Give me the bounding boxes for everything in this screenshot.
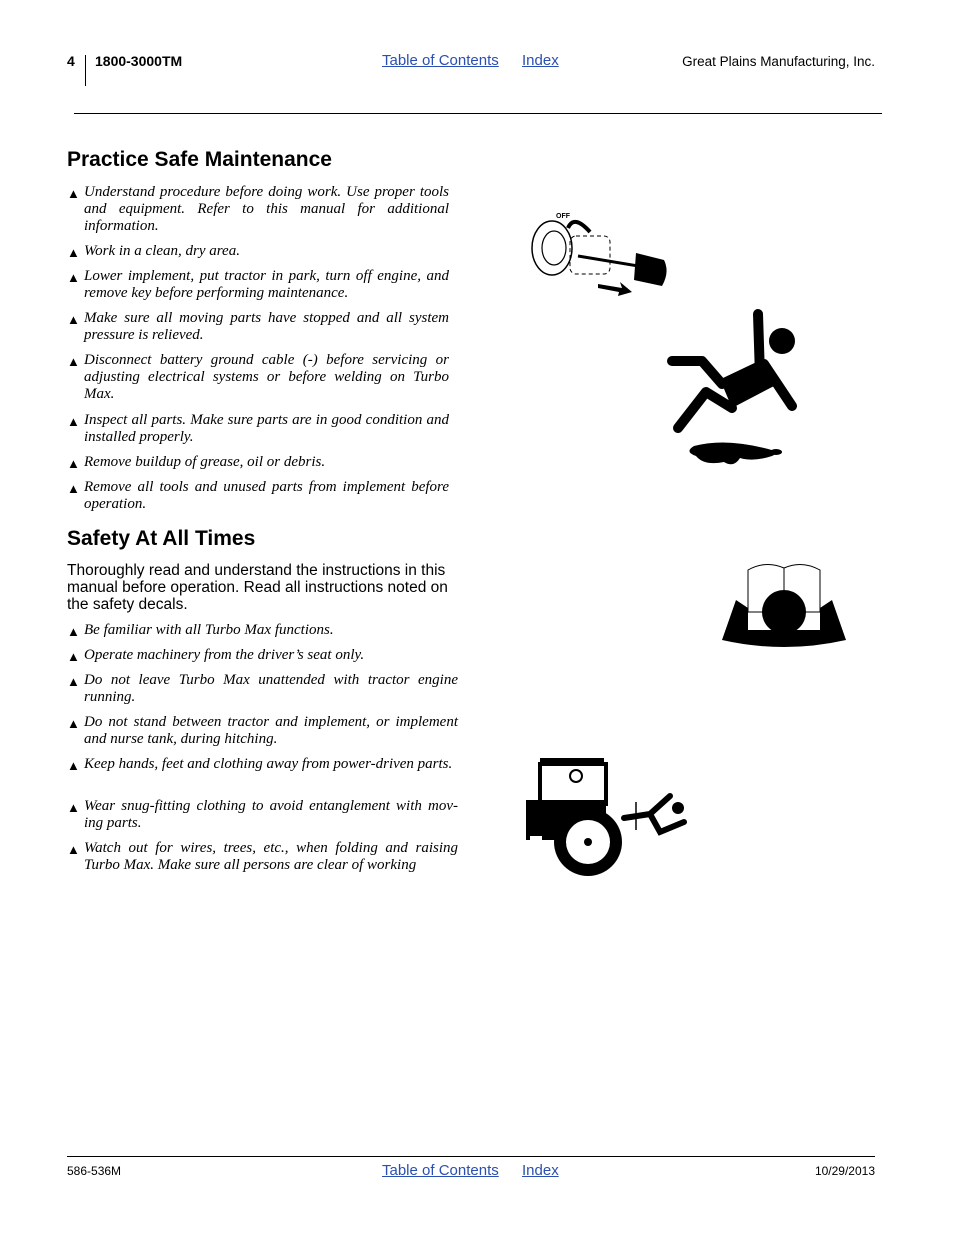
publish-date: 10/29/2013 xyxy=(814,1164,875,1178)
remove-key-illustration xyxy=(526,208,676,298)
list-item: ▲ Understand procedure before doing work. Use proper tools and equipment. Refer to this manual for additional information. xyxy=(67,184,449,234)
list-item: ▲ Do not stand between tractor and implement, or implement and nurse tank, during hitching. xyxy=(67,714,458,747)
intro-paragraph: Thoroughly read and understand the instructions in this manual before operation. Read all instructions noted on the safety decals. xyxy=(67,562,448,613)
part-number: 586-536M xyxy=(67,1164,122,1178)
footer-index-link[interactable]: Index xyxy=(522,1162,559,1179)
warning-triangle-icon: ▲ xyxy=(67,716,80,731)
tractor-hazard-illustration xyxy=(524,756,690,880)
warning-triangle-icon: ▲ xyxy=(67,414,80,429)
warning-triangle-icon: ▲ xyxy=(67,481,80,496)
warning-triangle-icon: ▲ xyxy=(67,312,80,327)
toc-link[interactable]: Table of Contents xyxy=(382,52,499,69)
warning-triangle-icon: ▲ xyxy=(67,270,80,285)
list-item: ▲ Inspect all parts. Make sure parts are in good condition and installed properly. xyxy=(67,412,449,445)
list-item: ▲ Watch out for wires, trees, etc., when folding and raising Turbo Max. Make sure all persons are clear of working xyxy=(67,840,458,873)
warning-triangle-icon: ▲ xyxy=(67,186,80,201)
warning-triangle-icon: ▲ xyxy=(67,624,80,639)
warning-triangle-icon: ▲ xyxy=(67,354,80,369)
slip-hazard-illustration xyxy=(664,306,804,471)
list-item: ▲ Lower implement, put tractor in park, turn off engine, and remove key before performing maintenance. xyxy=(67,268,449,301)
read-manual-illustration xyxy=(718,560,850,652)
page-number: 4 xyxy=(67,53,75,69)
list-item: ▲ Disconnect battery ground cable (-) before servicing or adjusting electrical systems or before welding on Turbo Max. xyxy=(67,352,449,402)
header-rule xyxy=(74,113,882,114)
off-label: OFF xyxy=(556,213,570,220)
company-name: Great Plains Manufacturing, Inc. xyxy=(682,54,875,69)
model-title: 1800-3000TM xyxy=(95,53,183,69)
list-item: ▲ Remove all tools and unused parts from implement before operation. xyxy=(67,479,449,512)
list-item: ▲ Do not leave Turbo Max unattended with tractor engine running. xyxy=(67,672,458,705)
footer-toc-link[interactable]: Table of Contents xyxy=(382,1162,499,1179)
list-item: ▲ Keep hands, feet and clothing away from power-driven parts. xyxy=(67,756,453,773)
warning-triangle-icon: ▲ xyxy=(67,800,80,815)
index-link[interactable]: Index xyxy=(522,52,559,69)
warning-triangle-icon: ▲ xyxy=(67,649,80,664)
section-title-safety: Safety At All Times xyxy=(67,527,256,550)
list-item: ▲ Wear snug-fitting clothing to avoid entanglement with mov-ing parts. xyxy=(67,798,458,831)
list-item: ▲ Work in a clean, dry area. xyxy=(67,243,240,260)
list-item: ▲ Remove buildup of grease, oil or debris. xyxy=(67,454,326,471)
footer-rule xyxy=(67,1156,875,1157)
warning-triangle-icon: ▲ xyxy=(67,245,80,260)
list-item: ▲ Operate machinery from the driver’s seat only. xyxy=(67,647,365,664)
warning-triangle-icon: ▲ xyxy=(67,842,80,857)
warning-triangle-icon: ▲ xyxy=(67,758,80,773)
list-item: ▲ Be familiar with all Turbo Max functions. xyxy=(67,622,334,639)
warning-triangle-icon: ▲ xyxy=(67,674,80,689)
list-item: ▲ Make sure all moving parts have stopped and all system pressure is relieved. xyxy=(67,310,449,343)
warning-triangle-icon: ▲ xyxy=(67,456,80,471)
section-title-maintenance: Practice Safe Maintenance xyxy=(67,148,332,171)
header-divider xyxy=(85,55,86,86)
